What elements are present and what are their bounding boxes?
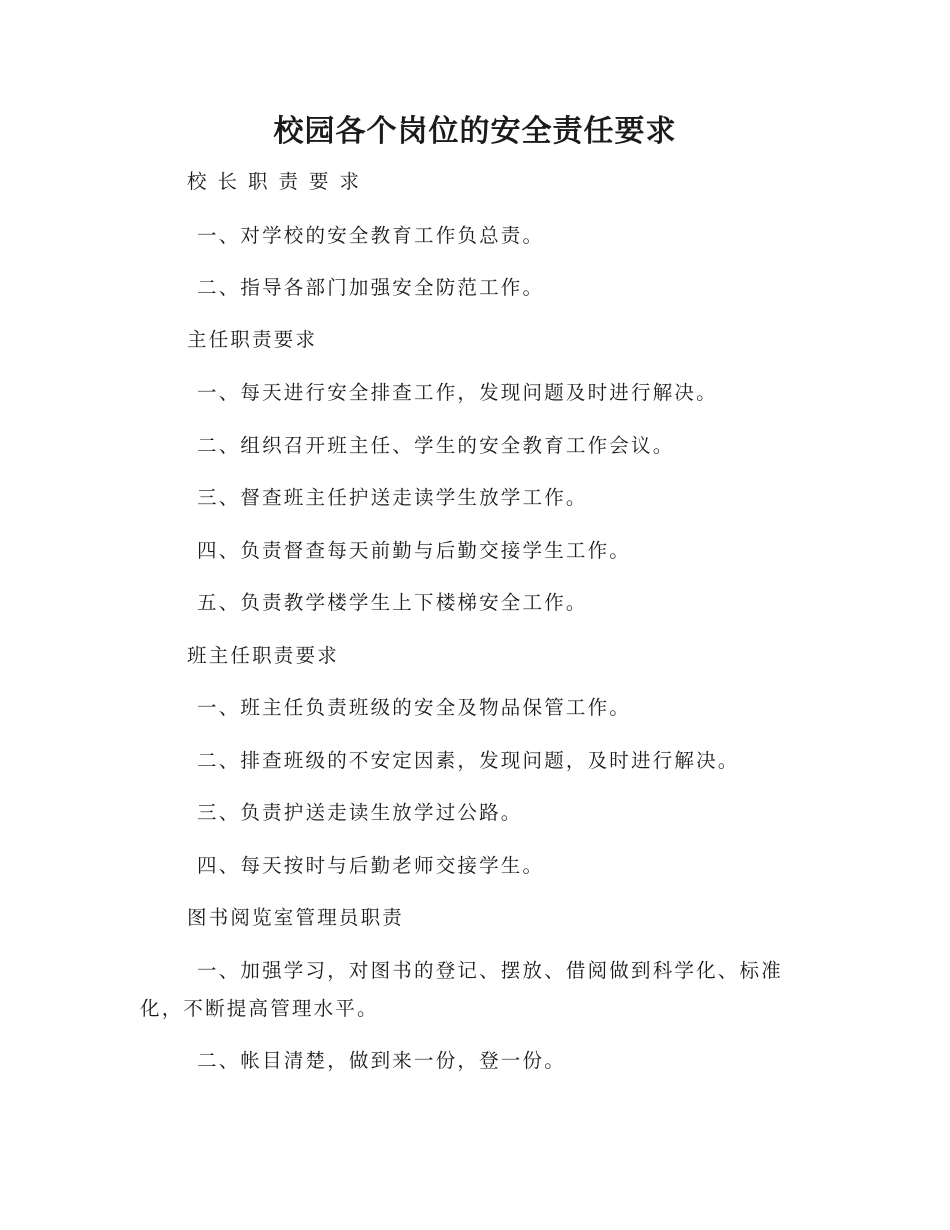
list-item: 四、负责督查每天前勤与后勤交接学生工作。 <box>197 539 632 562</box>
list-item: 三、督查班主任护送走读学生放学工作。 <box>197 486 588 509</box>
list-item-continuation: 化，不断提高管理水平。 <box>140 997 379 1020</box>
list-item: 二、帐目清楚，做到来一份，登一份。 <box>197 1049 566 1072</box>
list-item: 五、负责教学楼学生上下楼梯安全工作。 <box>197 591 588 614</box>
section-heading-librarian: 图书阅览室管理员职责 <box>187 906 405 929</box>
list-item: 二、排查班级的不安定因素，发现问题，及时进行解决。 <box>197 749 740 772</box>
list-item: 一、每天进行安全排查工作，发现问题及时进行解决。 <box>197 381 718 404</box>
section-heading-principal: 校长职责要求 <box>187 170 371 193</box>
section-heading-class-teacher: 班主任职责要求 <box>187 644 339 667</box>
list-item: 一、对学校的安全教育工作负总责。 <box>197 224 545 247</box>
list-item: 一、加强学习，对图书的登记、摆放、借阅做到科学化、标准 <box>197 959 783 982</box>
section-heading-director: 主任职责要求 <box>187 328 318 351</box>
document-title: 校园各个岗位的安全责任要求 <box>273 114 677 149</box>
list-item: 二、组织召开班主任、学生的安全教育工作会议。 <box>197 434 675 457</box>
list-item: 二、指导各部门加强安全防范工作。 <box>197 276 545 299</box>
list-item: 四、每天按时与后勤老师交接学生。 <box>197 854 545 877</box>
list-item: 一、班主任负责班级的安全及物品保管工作。 <box>197 696 632 719</box>
list-item: 三、负责护送走读生放学过公路。 <box>197 801 523 824</box>
